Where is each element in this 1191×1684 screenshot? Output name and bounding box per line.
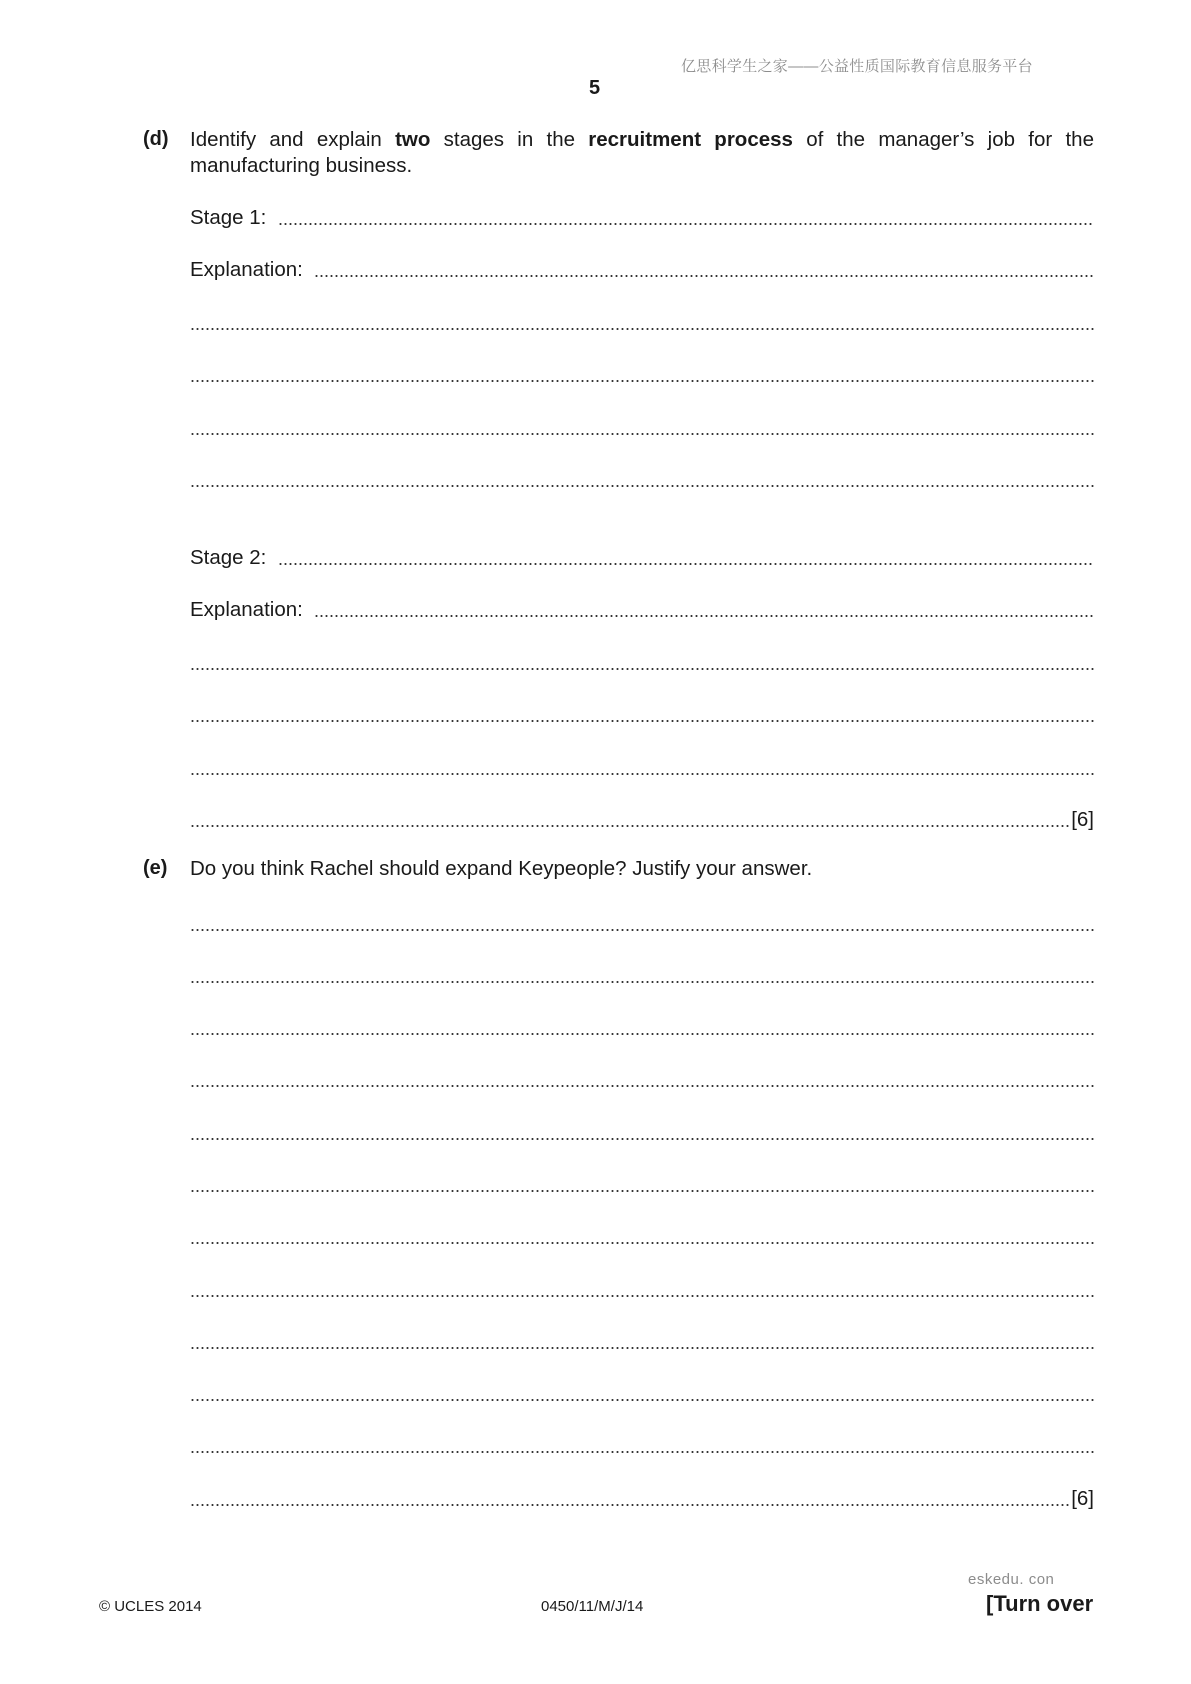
answer-line[interactable] <box>190 1068 1094 1092</box>
turn-over: [Turn over <box>986 1591 1094 1616</box>
answer-line[interactable] <box>190 756 1094 780</box>
question-d-label: (d) <box>143 128 169 150</box>
answer-line[interactable] <box>190 1382 1094 1406</box>
answer-line[interactable] <box>190 1016 1094 1040</box>
stage-1-answer-line[interactable] <box>190 206 1094 230</box>
question-d-text: Identify and explain two stages in the recruitment process of the manager’s job for the manufacturing business. <box>190 128 1094 177</box>
stage-2-label: Stage 2: <box>190 546 267 569</box>
question-e-text: Do you think Rachel should expand Keypeople? Justify your answer. <box>190 857 813 880</box>
question-d-marks: [6] <box>1071 808 1094 831</box>
answer-line[interactable] <box>190 1434 1094 1458</box>
answer-line[interactable] <box>190 311 1094 335</box>
answer-line[interactable] <box>190 1330 1094 1354</box>
answer-line[interactable] <box>190 363 1094 387</box>
stage-1-label: Stage 1: <box>190 206 267 229</box>
explanation-2-label: Explanation: <box>190 598 303 621</box>
header-watermark: 亿思科学生之家——公益性质国际教育信息服务平台 <box>681 58 1033 75</box>
answer-line[interactable] <box>190 1225 1094 1249</box>
question-e-label: (e) <box>143 857 168 879</box>
explanation-2-answer-line[interactable] <box>190 598 1094 622</box>
answer-line[interactable] <box>190 964 1094 988</box>
question-e-marks: [6] <box>1071 1487 1094 1510</box>
answer-line[interactable] <box>190 468 1094 492</box>
answer-line[interactable] <box>190 703 1094 727</box>
copyright: © UCLES 2014 <box>99 1598 202 1615</box>
paper-code: 0450/11/M/J/14 <box>541 1598 644 1615</box>
answer-line[interactable] <box>190 651 1094 675</box>
stage-2-answer-line[interactable] <box>190 546 1094 570</box>
footer-watermark: eskedu. con <box>968 1571 1055 1588</box>
answer-line[interactable] <box>190 1121 1094 1145</box>
answer-line-final[interactable] <box>190 808 1094 832</box>
answer-line[interactable] <box>190 1173 1094 1197</box>
explanation-1-answer-line[interactable] <box>190 258 1094 282</box>
page-number: 5 <box>589 77 601 99</box>
answer-line[interactable] <box>190 912 1094 936</box>
answer-line[interactable] <box>190 416 1094 440</box>
answer-line-final[interactable] <box>190 1487 1094 1511</box>
explanation-1-label: Explanation: <box>190 258 303 281</box>
answer-line[interactable] <box>190 1278 1094 1302</box>
